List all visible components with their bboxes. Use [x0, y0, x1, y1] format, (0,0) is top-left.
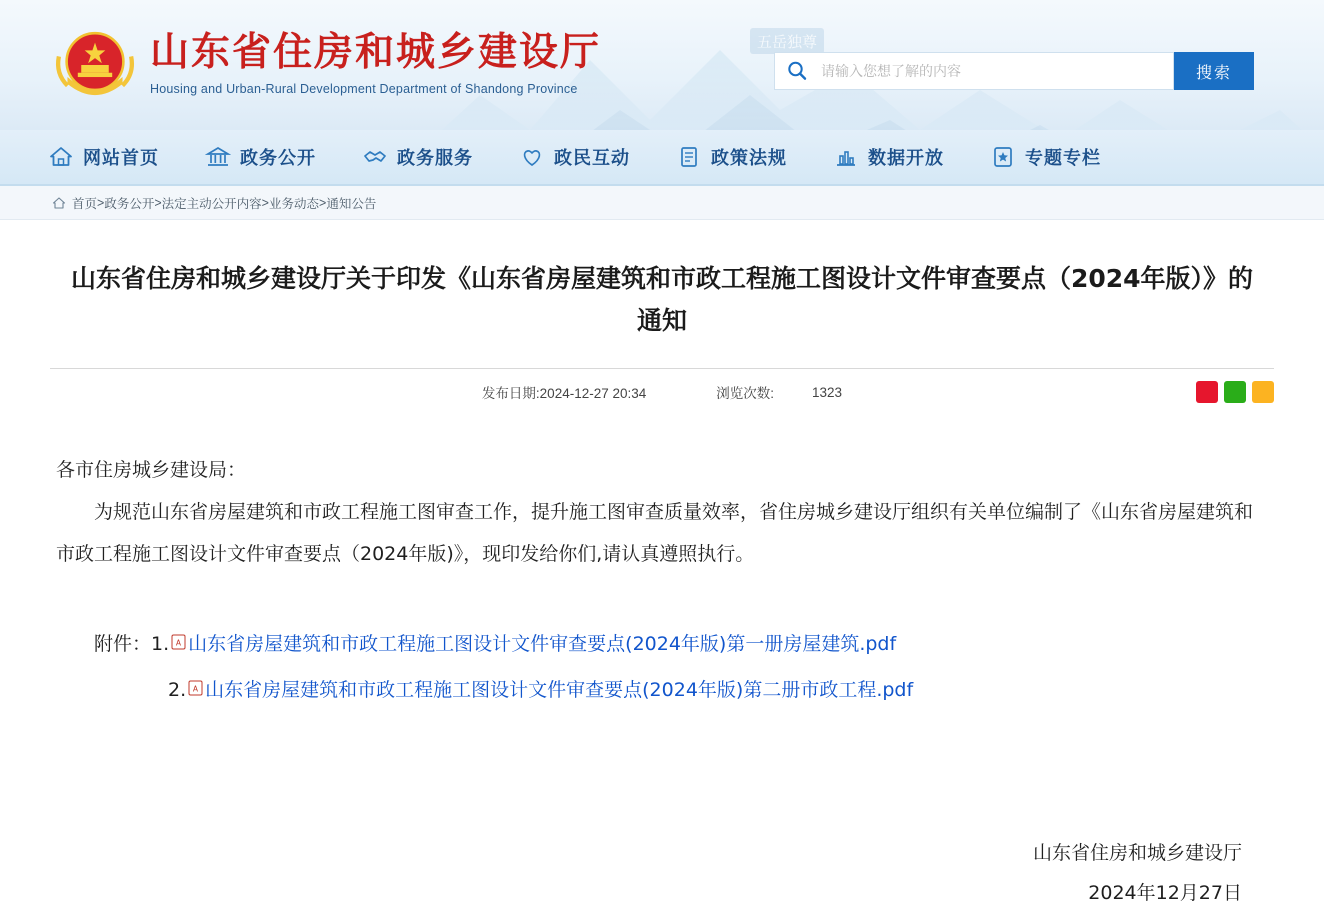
nav-label: 数据开放 [868, 148, 944, 169]
article-container [0, 258, 1324, 913]
weibo-share-icon[interactable] [1196, 381, 1218, 403]
nav-label: 政民互动 [554, 148, 630, 169]
publish-date: 发布日期:2024-12-27 20:34 [481, 386, 647, 401]
wechat-share-icon[interactable] [1224, 381, 1246, 403]
bank-icon [205, 144, 231, 170]
views-label: 浏览次数: [716, 386, 775, 401]
search-button[interactable]: 搜索 [1174, 52, 1254, 90]
nav-label: 网站首页 [83, 148, 159, 169]
handshake-icon [362, 144, 388, 170]
attachment-row [56, 621, 1268, 667]
breadcrumb-item-announcements[interactable]: 通知公告 [326, 196, 377, 211]
views-count: 1323 [812, 384, 843, 400]
site-title-en: Housing and Urban-Rural Development Department of Shandong Province [150, 82, 578, 96]
search-bar [774, 52, 1254, 90]
signature-organization: 山东省住房和城乡建设厅 [1032, 842, 1242, 864]
attachment-label: 附件： [94, 633, 152, 655]
breadcrumb-separator: > [97, 195, 105, 210]
attachment-link-2[interactable]: 山东省房屋建筑和市政工程施工图设计文件审查要点(2024年版)第二册市政工程.pdf [205, 679, 914, 701]
nav-item-special-columns[interactable] [990, 144, 1101, 170]
nav-item-policies-regulations[interactable] [676, 144, 787, 170]
signature-date: 2024年12月27日 [1088, 882, 1242, 904]
breadcrumb-separator: > [154, 195, 162, 210]
site-title-block [150, 30, 601, 96]
share-buttons [1196, 381, 1274, 403]
grid-star-icon [990, 144, 1016, 170]
breadcrumb-item-home[interactable]: 首页 [72, 196, 98, 211]
search-input[interactable] [809, 53, 1173, 89]
nav-item-government-services[interactable] [362, 144, 473, 170]
attachment-list [56, 621, 1268, 713]
breadcrumb [0, 186, 1324, 220]
breadcrumb-item-statutory-content[interactable]: 法定主动公开内容 [161, 196, 262, 211]
body-paragraph: 为规范山东省房屋建筑和市政工程施工图审查工作，提升施工图审查质量效率，省住房城乡建设厅组织有关单位编制了《山东省房屋建筑和市政工程施工图设计文件审查要点（2024年版)》，现印发给你们,请认真遵照执行。 [56, 501, 1254, 565]
document-icon [676, 144, 702, 170]
home-icon [48, 144, 74, 170]
nav-label: 专题专栏 [1025, 148, 1101, 169]
attachment-link-1[interactable]: 山东省房屋建筑和市政工程施工图设计文件审查要点(2024年版)第一册房屋建筑.pdf [188, 633, 897, 655]
house-icon [52, 196, 66, 210]
national-emblem-icon [52, 22, 138, 108]
breadcrumb-item-business-news[interactable]: 业务动态 [268, 196, 319, 211]
attachment-row [56, 667, 1268, 713]
article-meta [50, 369, 1274, 415]
svg-text:A: A [176, 638, 182, 648]
nav-label: 政务服务 [397, 148, 473, 169]
site-header [0, 0, 1324, 130]
nav-item-government-disclosure[interactable] [205, 144, 316, 170]
search-box[interactable] [774, 52, 1174, 90]
nav-item-open-data[interactable] [833, 144, 944, 170]
breadcrumb-separator: > [319, 195, 327, 210]
article-body [56, 449, 1268, 575]
nav-label: 政务公开 [240, 148, 316, 169]
bar-chart-icon [833, 144, 859, 170]
nav-label: 政策法规 [711, 148, 787, 169]
pdf-file-icon [188, 680, 203, 696]
breadcrumb-item-disclosure[interactable]: 政务公开 [104, 196, 155, 211]
qzone-share-icon[interactable] [1252, 381, 1274, 403]
site-title-cn: 山东省住房和城乡建设厅 [150, 30, 602, 75]
breadcrumb-separator: > [261, 195, 269, 210]
salutation: 各市住房城乡建设局： [56, 459, 247, 481]
pdf-file-icon [171, 634, 186, 650]
attachment-number: 2. [168, 679, 187, 701]
nav-item-public-interaction[interactable] [519, 144, 630, 170]
svg-text:五岳独尊: 五岳独尊 [756, 33, 818, 51]
main-navigation [0, 130, 1324, 186]
search-icon [785, 59, 809, 83]
nav-item-home[interactable] [48, 144, 159, 170]
heart-chat-icon [519, 144, 545, 170]
signature-block [56, 833, 1268, 913]
attachment-number: 1. [151, 633, 170, 655]
svg-text:A: A [193, 684, 199, 694]
page-title: 山东省住房和城乡建设厅关于印发《山东省房屋建筑和市政工程施工图设计文件审查要点（2024年版）》的通知 [70, 264, 1254, 335]
